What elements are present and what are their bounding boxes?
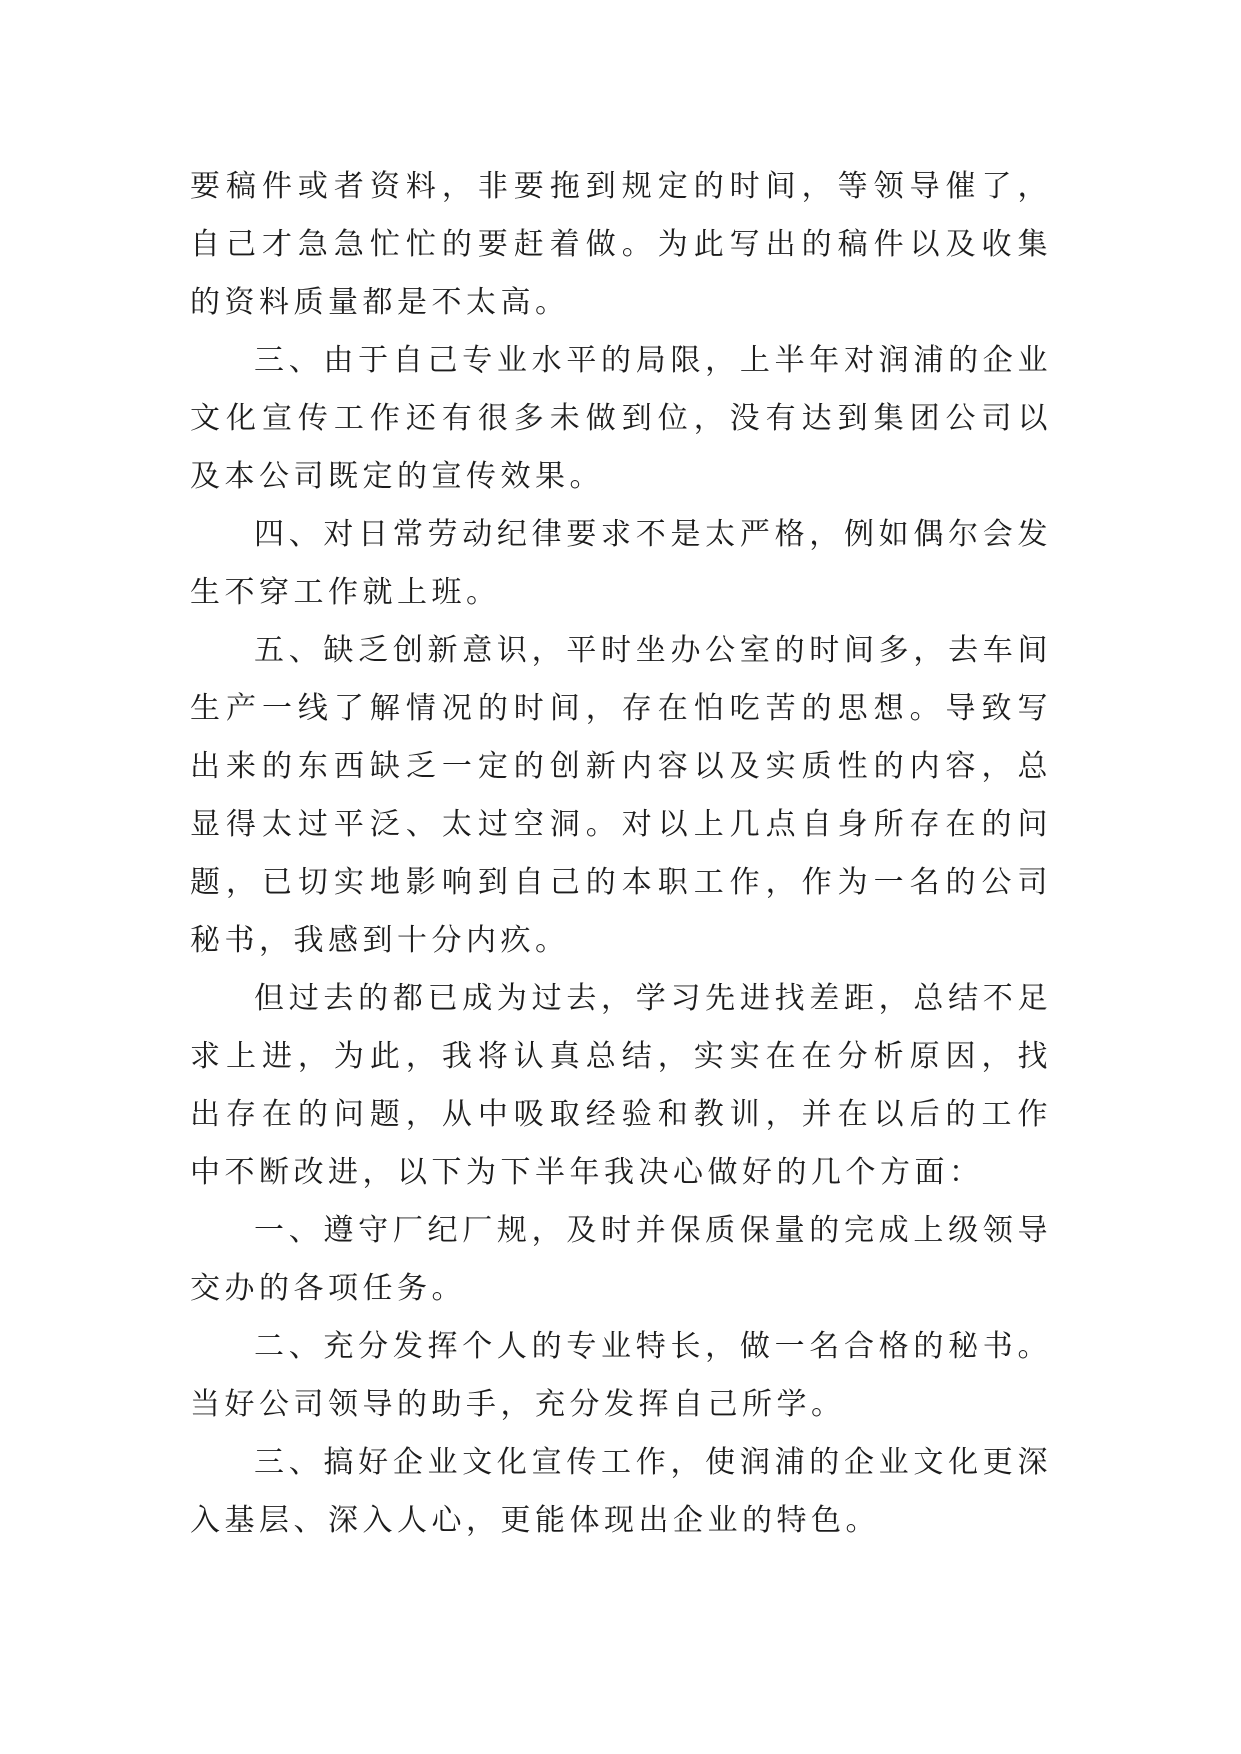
paragraph-continuation: 要稿件或者资料，非要拖到规定的时间，等领导催了，自己才急急忙忙的要赶着做。为此写出的稿件以及收集的资料质量都是不太高。: [190, 169, 1052, 320]
paragraph-transition: 但过去的都已成为过去，学习先进找差距，总结不足求上进，为此，我将认真总结，实实在在分析原因，找出存在的问题，从中吸取经验和教训，并在以后的工作中不断改进，以下为下半年我决心做好的几个方面：: [190, 981, 1052, 1190]
paragraph-plan-1: 一、遵守厂纪厂规，及时并保质保量的完成上级领导交办的各项任务。: [190, 1213, 1052, 1306]
paragraph-shortcoming-4: 四、对日常劳动纪律要求不是太严格，例如偶尔会发生不穿工作就上班。: [190, 517, 1052, 610]
paragraph-shortcoming-3: 三、由于自己专业水平的局限，上半年对润浦的企业文化宣传工作还有很多未做到位，没有达到集团公司以及本公司既定的宣传效果。: [190, 343, 1052, 494]
document-body: [190, 158, 1052, 1550]
paragraph-plan-2: 二、充分发挥个人的专业特长，做一名合格的秘书。当好公司领导的助手，充分发挥自己所学。: [190, 1329, 1052, 1422]
paragraph-plan-3: 三、搞好企业文化宣传工作，使润浦的企业文化更深入基层、深入人心，更能体现出企业的特色。: [190, 1445, 1052, 1538]
paragraph-shortcoming-5: 五、缺乏创新意识，平时坐办公室的时间多，去车间生产一线了解情况的时间，存在怕吃苦的思想。导致写出来的东西缺乏一定的创新内容以及实质性的内容，总显得太过平泛、太过空洞。对以上几点自身所存在的问题，已切实地影响到自己的本职工作，作为一名的公司秘书，我感到十分内疚。: [190, 633, 1052, 958]
